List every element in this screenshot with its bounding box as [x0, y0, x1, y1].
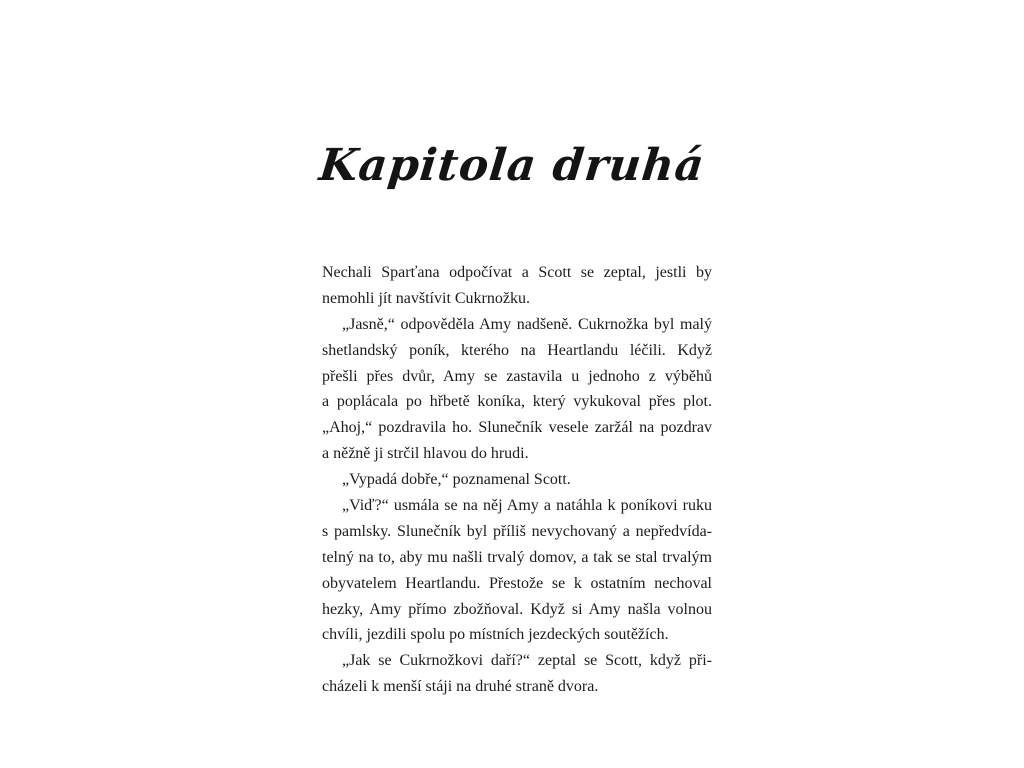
- text-line: s pamlsky. Slunečník byl příliš nevychovaný a nepředvída-: [322, 522, 712, 540]
- chapter-title: Kapitola druhá: [316, 140, 708, 191]
- text-line: „Viď?“ usmála se na něj Amy a natáhla k poníkovi ruku: [342, 497, 712, 515]
- text-line: telný na to, aby mu našli trvalý domov, a tak se stal trvalým: [322, 548, 712, 566]
- text-line: a něžně ji strčil hlavou do hrudi.: [322, 445, 529, 463]
- text-line: hezky, Amy přímo zbožňoval. Když si Amy našla volnou: [322, 600, 712, 618]
- text-line: a poplácala po hřbetě koníka, který vykukoval přes plot.: [322, 393, 712, 411]
- body-text: [322, 260, 712, 700]
- text-line: cházeli k menší stáji na druhé straně dvora.: [322, 678, 599, 696]
- text-line: „Ahoj,“ pozdravila ho. Slunečník vesele zaržál na pozdrav: [322, 419, 712, 437]
- text-line: „Vypadá dobře,“ poznamenal Scott.: [342, 471, 571, 489]
- text-line: shetlandský poník, kterého na Heartlandu léčili. Když: [322, 341, 712, 359]
- text-line: chvíli, jezdili spolu po místních jezdeckých soutěžích.: [322, 626, 669, 644]
- text-line: přešli přes dvůr, Amy se zastavila u jednoho z výběhů: [322, 367, 712, 385]
- text-line: Nechali Sparťana odpočívat a Scott se zeptal, jestli by: [322, 264, 712, 281]
- text-line: nemohli jít navštívit Cukrnožku.: [322, 289, 530, 307]
- text-line: obyvatelem Heartlandu. Přestože se k ostatním nechoval: [322, 574, 712, 592]
- text-line: „Jasně,“ odpověděla Amy nadšeně. Cukrnožka byl malý: [342, 315, 712, 333]
- text-line: „Jak se Cukrnožkovi daří?“ zeptal se Scott, když při-: [342, 652, 712, 670]
